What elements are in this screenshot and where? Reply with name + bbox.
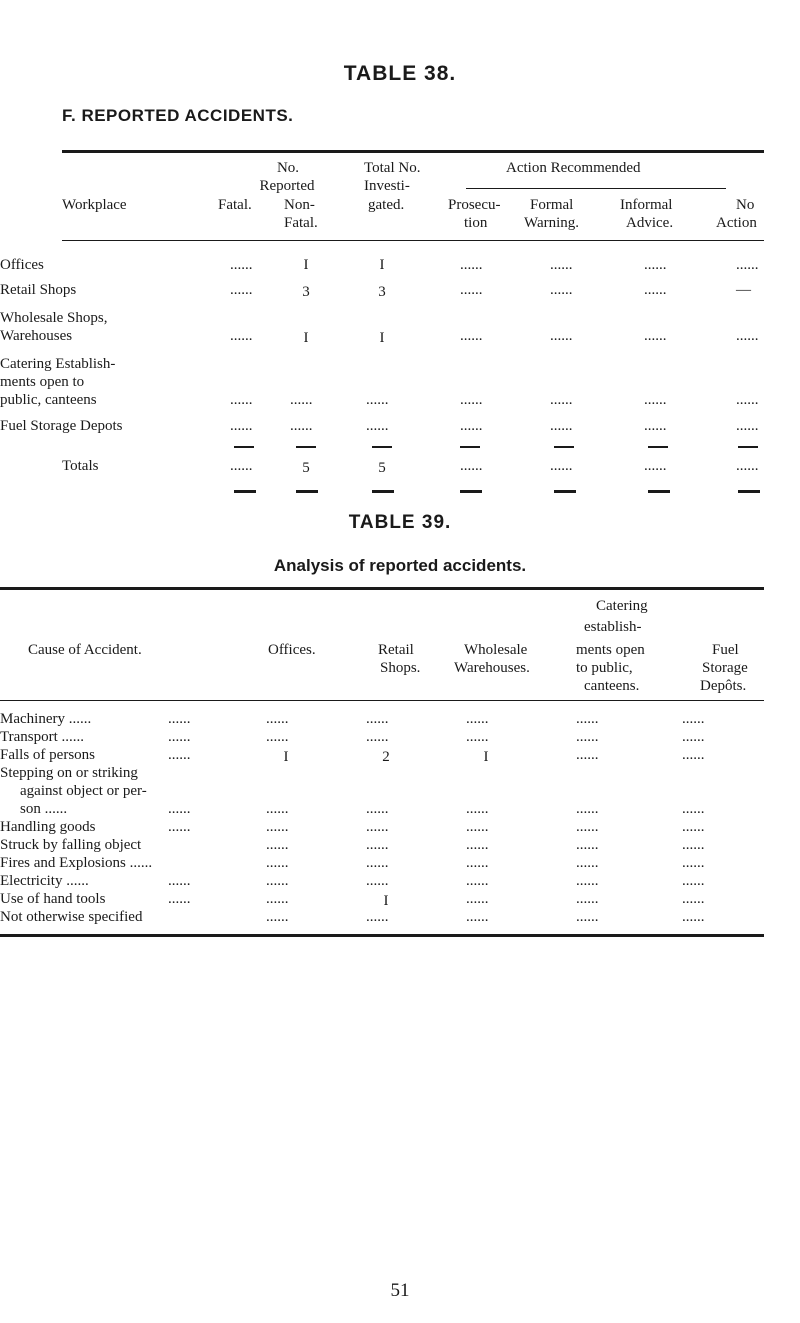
row-catering-investigated: ...... [366, 392, 389, 408]
row-wholesale-no-action: ...... [736, 328, 759, 344]
not-specified-offices: ...... [266, 909, 289, 925]
header-total-2: Investi- [364, 178, 410, 194]
row-fuel-nonfatal: ...... [290, 418, 313, 434]
row-catering-label-3: public, canteens [0, 392, 97, 408]
row-retail-fatal: ...... [230, 282, 253, 298]
total-dash [372, 490, 394, 493]
handling-retail: ...... [366, 819, 389, 835]
header-fuel-1: Fuel [712, 642, 739, 658]
header-wholesale-2: Warehouses. [454, 660, 530, 676]
falls-fuel: ...... [682, 747, 705, 763]
machinery-wholesale: ...... [466, 711, 489, 727]
row-offices-prosecution: ...... [460, 257, 483, 273]
header-no-reported-2: Reported [259, 178, 315, 194]
row-wholesale-label-2: Warehouses [0, 328, 73, 344]
cause-stepping-1: Stepping on or striking [0, 765, 138, 781]
row-offices-formal: ...... [550, 257, 573, 273]
row-wholesale-label-1: Wholesale Shops, [0, 310, 108, 326]
cause-fires: Fires and Explosions ...... [0, 855, 153, 871]
struck-retail: ...... [366, 837, 389, 853]
fires-fuel: ...... [682, 855, 705, 871]
row-fuel-investigated: ...... [366, 418, 389, 434]
row-offices-informal: ...... [644, 257, 667, 273]
row-wholesale-prosecution: ...... [460, 328, 483, 344]
handling-fuel: ...... [682, 819, 705, 835]
row-catering-label-2: ments open to [0, 374, 85, 390]
row-offices-fatal: ...... [230, 257, 253, 273]
struck-offices: ...... [266, 837, 289, 853]
totals-fatal: ...... [230, 458, 253, 474]
sum-dash [296, 446, 316, 448]
electricity-retail: ...... [366, 873, 389, 889]
row-catering-no-action: ...... [736, 392, 759, 408]
falls-wholesale: I [483, 749, 489, 765]
row-offices-nonfatal: I [303, 257, 309, 273]
stepping-catering: ...... [576, 801, 599, 817]
totals-no-action: ...... [736, 458, 759, 474]
sum-dash [648, 446, 668, 448]
total-dash [296, 490, 318, 493]
top-rule [62, 150, 764, 153]
cause-machinery-leader: ...... [168, 711, 191, 727]
not-specified-catering: ...... [576, 909, 599, 925]
transport-offices: ...... [266, 729, 289, 745]
header-no-action-2: Action [716, 215, 757, 231]
row-catering-formal: ...... [550, 392, 573, 408]
transport-wholesale: ...... [466, 729, 489, 745]
header-retail-1: Retail [378, 642, 414, 658]
header-catering-5: canteens. [584, 678, 640, 694]
row-retail-investigated: 3 [378, 284, 386, 300]
totals-investigated: 5 [378, 460, 386, 476]
row-catering-prosecution: ...... [460, 392, 483, 408]
page-number: 51 [390, 1280, 410, 1301]
total-dash [648, 490, 670, 493]
header-offices: Offices. [268, 642, 316, 658]
header-informal-1: Informal [620, 197, 673, 213]
electricity-catering: ...... [576, 873, 599, 889]
cause-transport: Transport ...... [0, 729, 85, 745]
header-action-recommended: Action Recommended [506, 160, 641, 176]
totals-label: Totals [62, 458, 99, 474]
row-wholesale-nonfatal: I [303, 330, 309, 346]
row-offices-no-action: ...... [736, 257, 759, 273]
header-no-action-1: No [736, 197, 755, 213]
hand-tools-offices: ...... [266, 891, 289, 907]
sum-dash [372, 446, 392, 448]
action-underline [466, 188, 726, 189]
header-cause: Cause of Accident. [28, 642, 142, 658]
cause-falls: Falls of persons [0, 747, 95, 763]
cause-hand-tools: Use of hand tools [0, 891, 106, 907]
transport-fuel: ...... [682, 729, 705, 745]
cause-electricity-leader: ...... [168, 873, 191, 889]
fires-catering: ...... [576, 855, 599, 871]
header-prosecution-1: Prosecu- [448, 197, 501, 213]
header-catering-3: ments open [576, 642, 645, 658]
totals-prosecution: ...... [460, 458, 483, 474]
header-catering-2: establish- [584, 619, 642, 635]
header-wholesale-1: Wholesale [464, 642, 528, 658]
row-wholesale-informal: ...... [644, 328, 667, 344]
sum-dash [460, 446, 480, 448]
struck-catering: ...... [576, 837, 599, 853]
hand-tools-wholesale: ...... [466, 891, 489, 907]
row-retail-label: Retail Shops [0, 282, 77, 298]
machinery-retail: ...... [366, 711, 389, 727]
hand-tools-retail: I [383, 893, 389, 909]
row-offices-label: Offices [0, 257, 44, 273]
not-specified-fuel: ...... [682, 909, 705, 925]
row-retail-informal: ...... [644, 282, 667, 298]
header-non-fatal-2: Fatal. [284, 215, 318, 231]
fires-wholesale: ...... [466, 855, 489, 871]
row-fuel-prosecution: ...... [460, 418, 483, 434]
handling-offices: ...... [266, 819, 289, 835]
row-catering-informal: ...... [644, 392, 667, 408]
header-formal-2: Warning. [524, 215, 580, 231]
header-catering-1: Catering [596, 598, 648, 614]
row-catering-nonfatal: ...... [290, 392, 313, 408]
row-wholesale-fatal: ...... [230, 328, 253, 344]
cause-electricity: Electricity ...... [0, 873, 89, 889]
stepping-fuel: ...... [682, 801, 705, 817]
total-dash [554, 490, 576, 493]
row-fuel-fatal: ...... [230, 418, 253, 434]
cause-struck: Struck by falling object [0, 837, 142, 853]
header-fuel-3: Depôts. [700, 678, 747, 694]
handling-catering: ...... [576, 819, 599, 835]
totals-nonfatal: 5 [302, 460, 310, 476]
row-retail-formal: ...... [550, 282, 573, 298]
hand-tools-fuel: ...... [682, 891, 705, 907]
electricity-wholesale: ...... [466, 873, 489, 889]
stepping-retail: ...... [366, 801, 389, 817]
falls-catering: ...... [576, 747, 599, 763]
row-fuel-formal: ...... [550, 418, 573, 434]
total-dash [738, 490, 760, 493]
header-rule-39 [0, 700, 764, 701]
row-wholesale-formal: ...... [550, 328, 573, 344]
machinery-offices: ...... [266, 711, 289, 727]
row-retail-prosecution: ...... [460, 282, 483, 298]
transport-catering: ...... [576, 729, 599, 745]
row-fuel-no-action: ...... [736, 418, 759, 434]
total-dash [234, 490, 256, 493]
table-38-subtitle: F. REPORTED ACCIDENTS. [62, 106, 294, 125]
electricity-fuel: ...... [682, 873, 705, 889]
cause-stepping-3: son ...... [20, 801, 68, 817]
totals-informal: ...... [644, 458, 667, 474]
cause-stepping-2: against object or per- [20, 783, 147, 799]
cause-not-specified: Not otherwise specified [0, 909, 143, 925]
header-fuel-2: Storage [702, 660, 748, 676]
header-no-reported-1: No. [276, 160, 300, 176]
header-non-fatal-1: Non- [284, 197, 315, 213]
header-retail-2: Shops. [380, 660, 421, 676]
electricity-offices: ...... [266, 873, 289, 889]
header-informal-2: Advice. [626, 215, 674, 231]
row-catering-label-1: Catering Establish- [0, 356, 116, 372]
fires-retail: ...... [366, 855, 389, 871]
machinery-fuel: ...... [682, 711, 705, 727]
fires-offices: ...... [266, 855, 289, 871]
row-wholesale-investigated: I [379, 330, 385, 346]
row-offices-investigated: I [379, 257, 385, 273]
cause-falls-leader: ...... [168, 747, 191, 763]
table-39-subtitle: Analysis of reported accidents. [273, 556, 527, 575]
bottom-rule-39 [0, 934, 764, 937]
sum-dash [738, 446, 758, 448]
machinery-catering: ...... [576, 711, 599, 727]
row-retail-no-action: — [736, 282, 751, 298]
not-specified-wholesale: ...... [466, 909, 489, 925]
cause-machinery: Machinery ...... [0, 711, 92, 727]
falls-retail: 2 [382, 749, 390, 765]
stepping-offices: ...... [266, 801, 289, 817]
cause-transport-leader: ...... [168, 729, 191, 745]
header-total-3: gated. [368, 197, 405, 213]
header-total-1: Total No. [364, 160, 421, 176]
row-retail-nonfatal: 3 [302, 284, 310, 300]
header-workplace: Workplace [62, 197, 127, 213]
sum-dash [234, 446, 254, 448]
header-catering-4: to public, [576, 660, 633, 676]
row-fuel-label: Fuel Storage Depots [0, 418, 123, 434]
table-38-title: TABLE 38. [343, 62, 457, 85]
cause-handling: Handling goods [0, 819, 96, 835]
stepping-wholesale: ...... [466, 801, 489, 817]
top-rule-39 [0, 587, 764, 590]
header-formal-1: Formal [530, 197, 574, 213]
row-fuel-informal: ...... [644, 418, 667, 434]
header-rule [62, 240, 764, 241]
total-dash [460, 490, 482, 493]
handling-wholesale: ...... [466, 819, 489, 835]
cause-hand-tools-leader: ...... [168, 891, 191, 907]
hand-tools-catering: ...... [576, 891, 599, 907]
not-specified-retail: ...... [366, 909, 389, 925]
cause-handling-leader: ...... [168, 819, 191, 835]
header-prosecution-2: tion [464, 215, 488, 231]
header-fatal: Fatal. [218, 197, 252, 213]
table-39-title: TABLE 39. [348, 512, 452, 533]
struck-wholesale: ...... [466, 837, 489, 853]
totals-formal: ...... [550, 458, 573, 474]
row-catering-fatal: ...... [230, 392, 253, 408]
transport-retail: ...... [366, 729, 389, 745]
struck-fuel: ...... [682, 837, 705, 853]
falls-offices: I [283, 749, 289, 765]
cause-stepping-leader: ...... [168, 801, 191, 817]
sum-dash [554, 446, 574, 448]
